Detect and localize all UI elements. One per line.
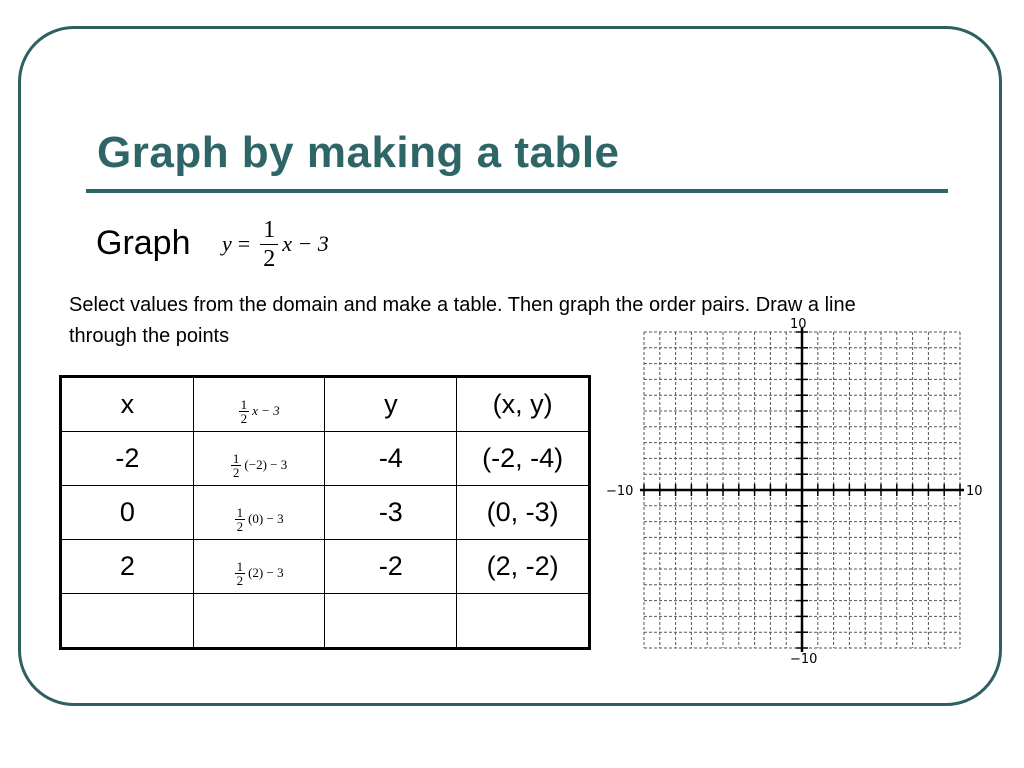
cell-x: 0 xyxy=(61,486,194,540)
cell-y: -2 xyxy=(325,540,457,594)
cell-x: 2 xyxy=(61,540,194,594)
header-x: x xyxy=(61,377,194,432)
table-row xyxy=(61,486,590,540)
header-expression xyxy=(193,377,325,432)
table-row-empty xyxy=(61,594,590,649)
cell-pair: (2, -2) xyxy=(457,540,590,594)
title-underline xyxy=(86,189,948,193)
cell-fraction-denominator: 2 xyxy=(232,464,240,480)
cell-expression-rest: (0) − 3 xyxy=(248,511,284,526)
cell-expression-fraction xyxy=(235,506,246,533)
cell-y: -4 xyxy=(325,432,457,486)
header-fraction-numerator: 1 xyxy=(240,396,248,412)
slide-title: Graph by making a table xyxy=(97,128,620,177)
header-y: y xyxy=(325,377,457,432)
header-fraction-denominator: 2 xyxy=(240,410,248,426)
cell-pair: (-2, -4) xyxy=(457,432,590,486)
graph-label: Graph xyxy=(96,224,191,262)
header-expression-rest: x − 3 xyxy=(252,403,280,418)
cell-fraction-numerator: 1 xyxy=(232,450,240,466)
cell-expression-fraction xyxy=(231,452,242,479)
table-row xyxy=(61,432,590,486)
cell-fraction-denominator: 2 xyxy=(236,518,244,534)
equation-fraction-numerator: 1 xyxy=(260,218,278,245)
table-row xyxy=(61,540,590,594)
coordinate-grid xyxy=(604,315,1004,669)
equation-fraction-denominator: 2 xyxy=(263,245,276,272)
cell-fraction-numerator: 1 xyxy=(236,504,244,520)
cell-y: -3 xyxy=(325,486,457,540)
cell-x xyxy=(61,594,194,649)
cell-expression-rest: (−2) − 3 xyxy=(244,457,288,472)
cell-pair xyxy=(457,594,590,649)
cell-expression xyxy=(193,486,325,540)
header-pair: (x, y) xyxy=(457,377,590,432)
equation xyxy=(222,208,329,280)
coordinate-grid-svg xyxy=(604,315,1004,669)
cell-x: -2 xyxy=(61,432,194,486)
x-axis-max-label: 10 xyxy=(966,484,983,499)
instructions-text: Select values from the domain and make a table. Then graph the order pairs. Draw a line through the points xyxy=(69,294,856,347)
equation-fraction xyxy=(260,218,278,271)
table-header-row xyxy=(61,377,590,432)
x-axis-min-label: −10 xyxy=(606,484,634,499)
header-expression-fraction xyxy=(239,398,250,425)
equation-lhs: y xyxy=(222,231,232,256)
cell-expression xyxy=(193,432,325,486)
cell-expression xyxy=(193,540,325,594)
values-table xyxy=(59,375,591,650)
y-axis-min-label: −10 xyxy=(790,652,818,667)
cell-fraction-numerator: 1 xyxy=(236,558,244,574)
cell-expression xyxy=(193,594,325,649)
cell-expression-rest: (2) − 3 xyxy=(248,565,284,580)
cell-pair: (0, -3) xyxy=(457,486,590,540)
equation-rhs: x − 3 xyxy=(282,231,329,256)
y-axis-max-label: 10 xyxy=(790,317,807,332)
cell-fraction-denominator: 2 xyxy=(236,572,244,588)
cell-expression-fraction xyxy=(235,560,246,587)
equation-equals: = xyxy=(237,231,251,256)
cell-y xyxy=(325,594,457,649)
